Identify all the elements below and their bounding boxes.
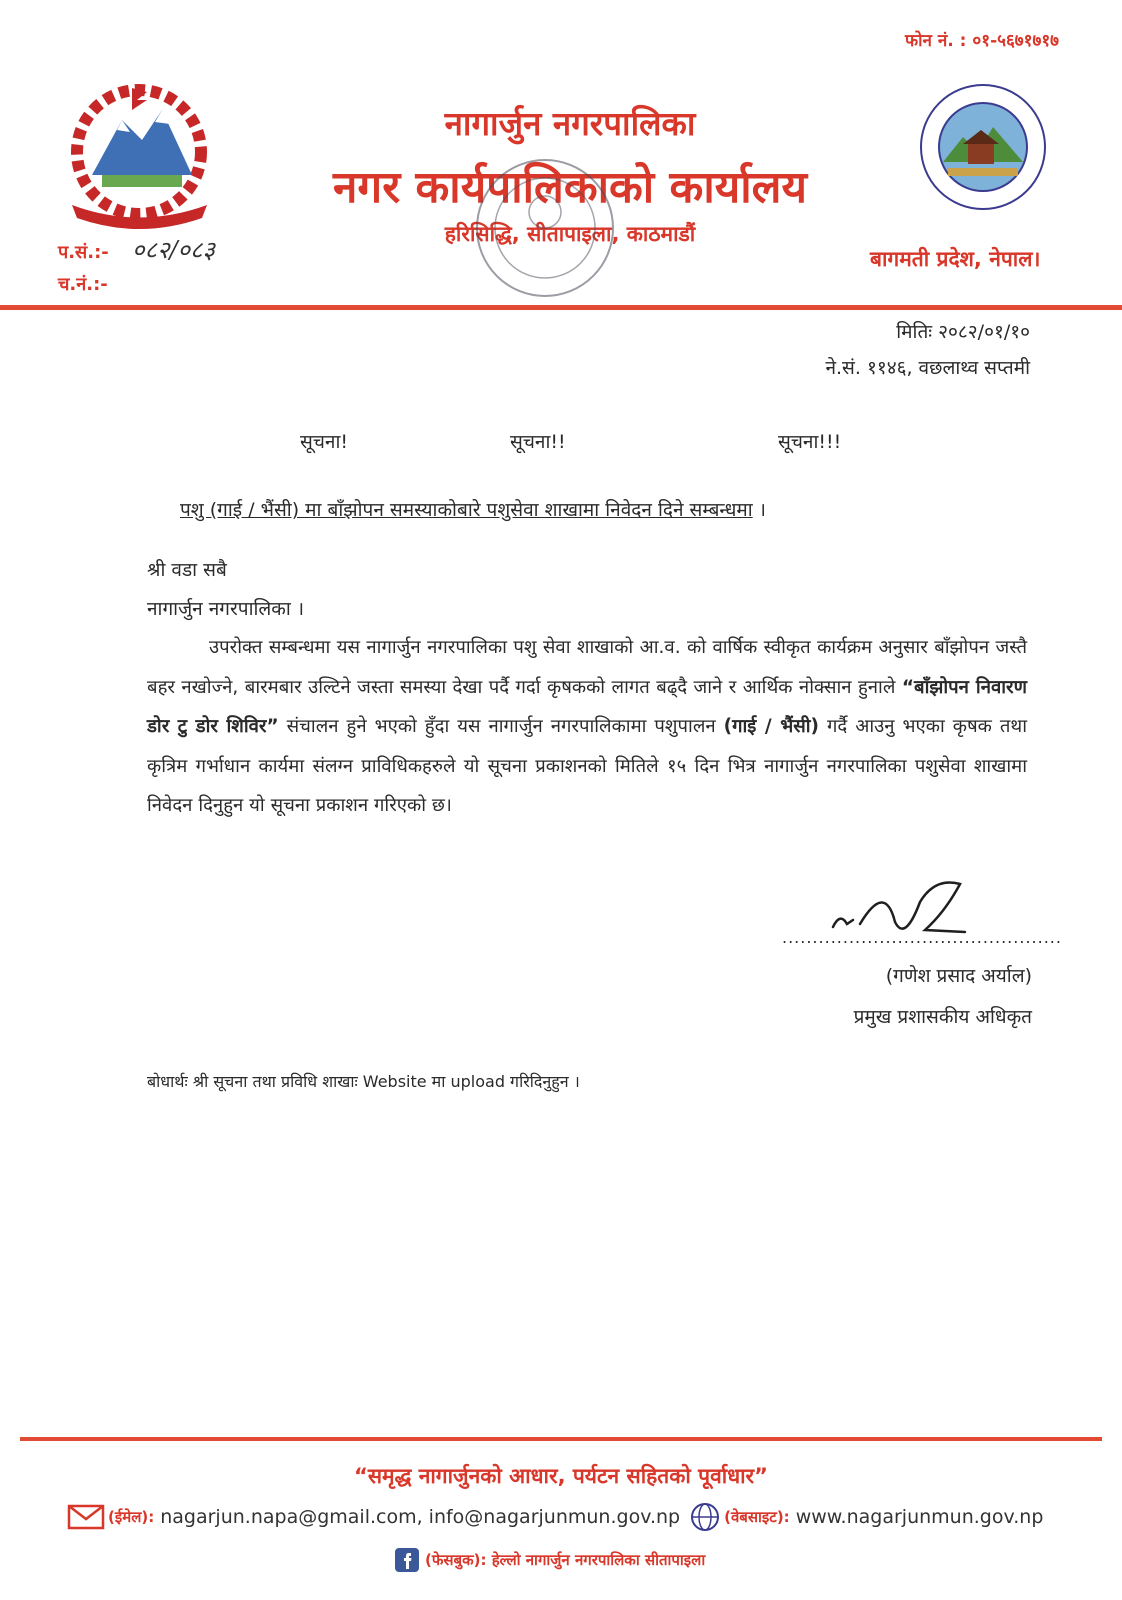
letter-subject <box>180 496 980 522</box>
body-bold-campaign: “बाँझोपन निवारण डोर टु डोर शिविर” <box>147 676 1027 738</box>
copy-to-note: बोधार्थः श्री सूचना तथा प्रविधि शाखाः Website मा upload गरिदिनुहुन । <box>147 1072 580 1091</box>
reference-label: प.सं.:- <box>58 242 109 263</box>
municipality-seal-icon <box>918 82 1048 212</box>
header-divider <box>0 305 1122 310</box>
facebook-icon <box>395 1548 419 1572</box>
office-stamp-icon <box>470 150 620 305</box>
letter-body-paragraph <box>147 628 1027 826</box>
footer-divider <box>20 1437 1102 1441</box>
phone-number: फोन नं. : ०१-५६७१७१७ <box>905 31 1060 51</box>
subject-end: । <box>758 499 766 521</box>
signer-title: प्रमुख प्रशासकीय अधिकृत <box>853 1006 1032 1028</box>
mail-icon <box>68 1505 104 1529</box>
footer-slogan: “समृद्ध नागार्जुनको आधार, पर्यटन सहितको पूर्वाधार” <box>354 1464 768 1488</box>
recipient-line-1: श्री वडा सबै <box>147 559 227 581</box>
province-label: बागमती प्रदेश, नेपाल। <box>870 247 1041 271</box>
email-addresses[interactable]: nagarjun.napa@gmail.com, info@nagarjunmun.gov.np <box>160 1506 681 1528</box>
reference-number: ०८२/०८३ <box>132 236 215 264</box>
footer-contact-row <box>68 1500 1108 1534</box>
website-label: (वेबसाइट): <box>724 1508 790 1526</box>
subject-text: पशु (गाई / भैंसी) मा बाँझोपन समस्याकोबारे पशुसेवा शाखामा निवेदन दिने सम्बन्धमा <box>180 499 753 521</box>
signature-line: .............................................. <box>782 928 1062 947</box>
municipality-name: नागार्जुन नगरपालिका <box>444 104 696 143</box>
email-label: (ईमेल): <box>108 1508 155 1526</box>
letter-date: मितिः २०८२/०१/१० <box>896 321 1030 343</box>
signer-name: (गणेश प्रसाद अर्याल) <box>885 965 1032 987</box>
notice-heading-1: सूचना! <box>300 431 348 453</box>
body-text-c: गर्दै आउनु भएका कृषक तथा कृत्रिम गर्भाधान कार्यमा संलग्न प्राविधिकहरुले यो सूचना प्रकाशनको मितिले १५ दिन भित्र नागार्जुन नगरपालिका पशुसेवा शाखामा निवेदन दिनुहुन यो सूचना प्रकाशन गरिएको छ। <box>147 716 1027 817</box>
office-name: नगर कार्यपालिकाको कार्यालय <box>333 162 807 213</box>
nepal-sambat-date: ने.सं. ११४६, वछलाथ्व सप्तमी <box>825 357 1030 379</box>
office-address: हरिसिद्धि, सीतापाइला, काठमाडौं <box>444 222 696 246</box>
notice-heading-3: सूचना!!! <box>778 431 842 453</box>
body-text-a: उपरोक्त सम्बन्धमा यस नागार्जुन नगरपालिका पशु सेवा शाखाको आ.व. को वार्षिक स्वीकृत कार्यक्रम अनुसार बाँझोपन जस्तै बहर नखोज्ने, बारमबार उल्टिने जस्ता समस्या देखा पर्दै गर्दा कृषकको लागत बढ्दै जाने र आर्थिक नोक्सान हुनाले <box>147 637 1027 698</box>
dispatch-label: च.नं.:- <box>58 274 108 295</box>
notice-heading-2: सूचना!! <box>510 431 566 453</box>
recipient-line-2: नागार्जुन नगरपालिका । <box>147 598 305 620</box>
facebook-row <box>395 1548 705 1572</box>
facebook-label[interactable]: (फेसबुक): हेल्लो नागार्जुन नगरपालिका सीतापाइला <box>425 1551 706 1569</box>
nepal-emblem-icon <box>52 80 227 230</box>
body-bold-livestock: (गाई / भैंसी) <box>723 716 819 738</box>
website-url[interactable]: www.nagarjunmun.gov.np <box>795 1506 1044 1528</box>
body-text-b: संचालन हुने भएको हुँदा यस नागार्जुन नगरपालिकामा पशुपालन <box>286 716 716 738</box>
globe-icon <box>690 1502 720 1532</box>
